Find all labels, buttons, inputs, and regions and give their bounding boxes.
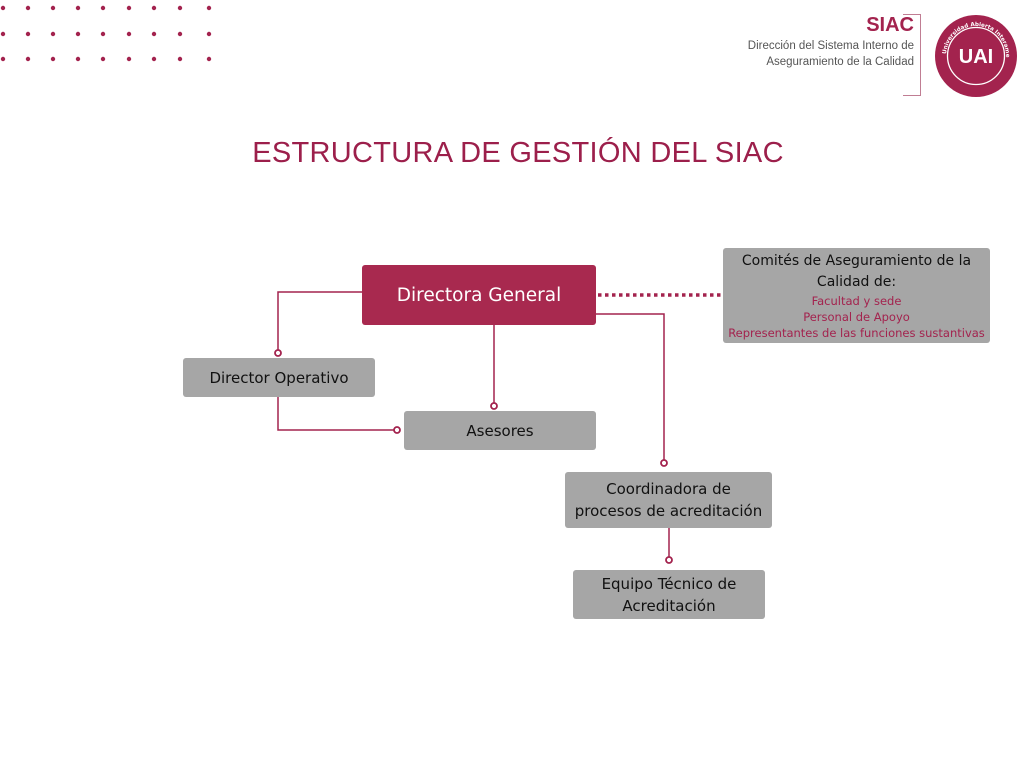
comites-item: Personal de Apoyo bbox=[803, 310, 910, 324]
node-asesores bbox=[404, 411, 596, 450]
connector-to-coordinadora bbox=[596, 314, 664, 461]
comites-item: Representantes de las funciones sustantivas bbox=[728, 326, 985, 340]
connector-endpoint bbox=[394, 427, 400, 433]
siac-subtitle-line1: Dirección del Sistema Interno de bbox=[747, 40, 914, 52]
node-directora-general-label: Directora General bbox=[396, 284, 562, 306]
comites-heading-line1: Comités de Aseguramiento de la bbox=[741, 253, 972, 269]
logo-text: UAI bbox=[958, 46, 994, 68]
node-coordinadora-line2: procesos de acreditación bbox=[574, 502, 763, 520]
comites-heading-line2: Calidad de: bbox=[816, 274, 897, 290]
connector-endpoint bbox=[491, 403, 497, 409]
connector-endpoint bbox=[275, 350, 281, 356]
node-coordinadora-line1: Coordinadora de bbox=[606, 480, 731, 498]
node-coordinadora bbox=[565, 472, 772, 528]
node-director-operativo bbox=[183, 358, 375, 397]
node-equipo-tecnico-line1: Equipo Técnico de bbox=[601, 574, 737, 593]
connector-operativo-to-asesores bbox=[278, 397, 396, 430]
logo-ring-text: Universidad Abierta Interame bbox=[942, 21, 1011, 58]
node-director-operativo-label: Director Operativo bbox=[209, 368, 349, 387]
node-asesores-label: Asesores bbox=[466, 421, 534, 440]
node-comites bbox=[723, 248, 990, 343]
comites-item: Facultad y sede bbox=[811, 294, 902, 308]
page-title: ESTRUCTURA DE GESTIÓN DEL SIAC bbox=[252, 137, 784, 169]
node-equipo-tecnico bbox=[573, 570, 765, 619]
connector-to-director-operativo bbox=[278, 292, 362, 352]
siac-title: SIAC bbox=[866, 14, 914, 36]
node-directora-general bbox=[362, 265, 596, 325]
connector-endpoint bbox=[666, 557, 672, 563]
siac-subtitle-line2: Aseguramiento de la Calidad bbox=[766, 56, 914, 68]
node-equipo-tecnico-line2: Acreditación bbox=[622, 596, 716, 615]
connector-endpoint bbox=[661, 460, 667, 466]
